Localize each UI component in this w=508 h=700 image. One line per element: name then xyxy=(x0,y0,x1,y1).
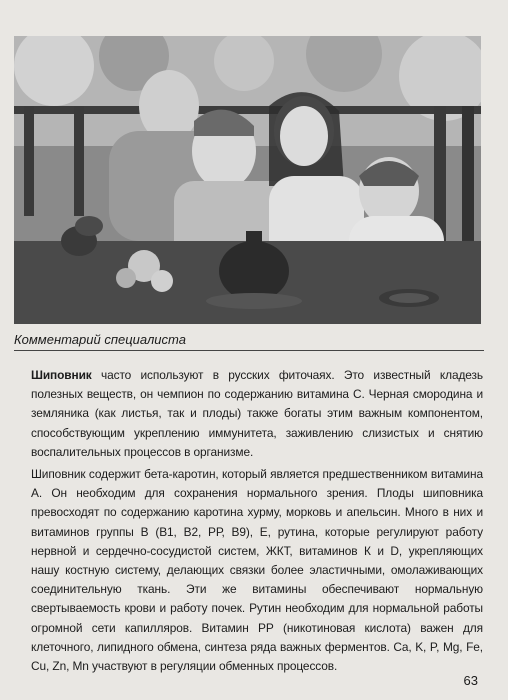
page-number: 63 xyxy=(463,673,478,688)
paragraph-text: часто используют в русских фиточаях. Это известный кладезь полезных веществ, он чемпион по содержанию витамина С. Черная смородина и земляника (как листья, так и плоды) также богаты этим важным компонентом, способствующим укреплению иммунитета, заживлению слизистых и снятию воспалительных процессов в организме. xyxy=(31,368,483,459)
paragraph-lead: Шиповник xyxy=(31,368,92,382)
paragraph xyxy=(31,366,483,462)
family-tea-photo xyxy=(14,36,481,324)
paragraph-text: Шиповник содержит бета-каротин, который является предшественником витамина А. Он необходим для сохранения нормального зрения. Плоды шиповника превосходят по содержанию каротина хурму, морковь и апельсин. Много в них и витаминов группы В (В1, В2, РР, В9), Е, рутина, которые регулируют работу нервной и сердечно-сосудистой систем, ЖКТ, витаминов К и D, укрепляющих нашу костную систему, делающих связки более эластичными, омолаживающих соединительную ткань. Эти же витамины обеспечивают нормальную свертываемость крови и работу почек. Рутин необходим для нормальной работы огромной сети капилляров. Витамин РР (никотиновая кислота) важен для клеточного, липидного обмена, синтеза ряда важных ферментов. Ca, K, P, Mg, Fe, Cu, Zn, Mn участвуют в регуляции обменных процессов. xyxy=(31,467,483,674)
section-heading: Комментарий специалиста xyxy=(14,332,484,351)
article-body xyxy=(31,366,483,676)
paragraph xyxy=(31,465,483,676)
family-tea-photo-illustration xyxy=(14,36,481,324)
